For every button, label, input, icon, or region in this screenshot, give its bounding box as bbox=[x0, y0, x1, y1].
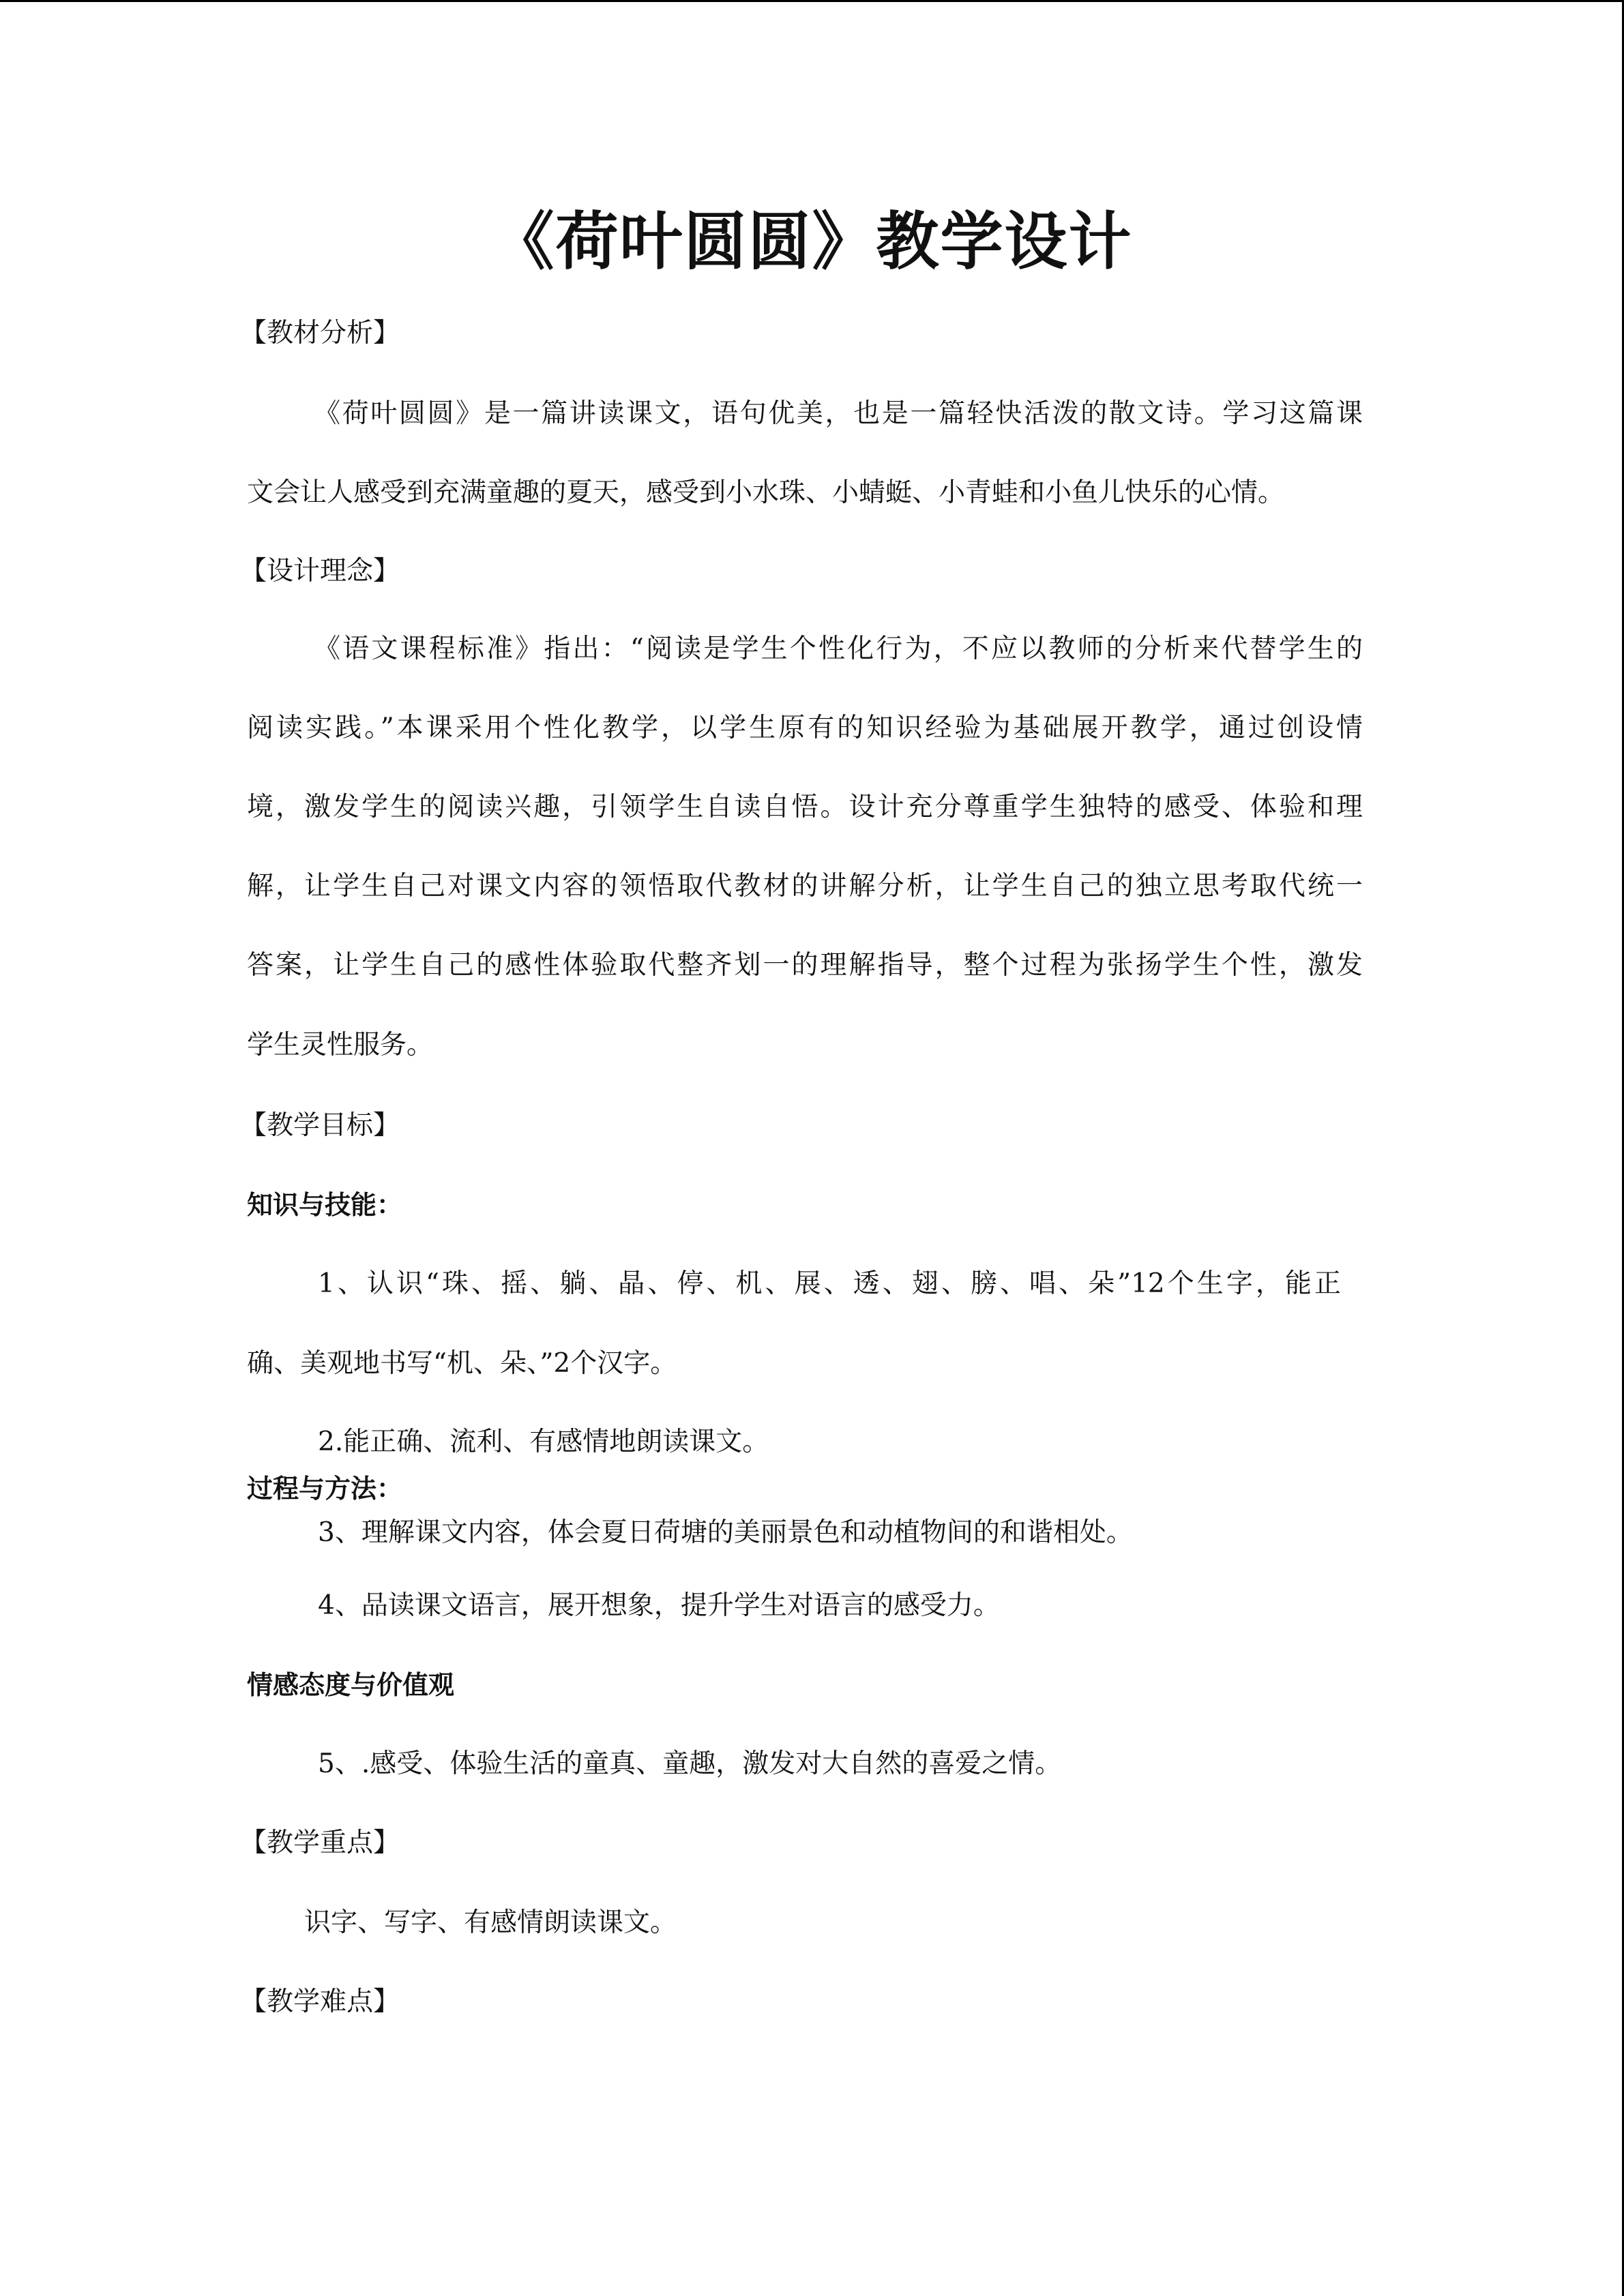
subheading-emotion: 情感态度与价值观 bbox=[247, 1670, 455, 1700]
section-heading-concept: 【设计理念】 bbox=[240, 556, 400, 586]
concept-line-1: 《语文课程标准》指出：“阅读是学生个性化行为，不应以教师的分析来代替学生的 bbox=[314, 633, 1363, 664]
goal-3: 3、理解课文内容，体会夏日荷塘的美丽景色和动植物间的和谐相处。 bbox=[318, 1517, 1133, 1548]
analysis-line-2: 文会让人感受到充满童趣的夏天，感受到小水珠、小蜻蜓、小青蛙和小鱼儿快乐的心情。 bbox=[247, 477, 1285, 508]
goal-5: 5、.感受、体验生活的童真、童趣，激发对大自然的喜爱之情。 bbox=[318, 1748, 1062, 1779]
concept-line-5: 答案，让学生自己的感性体验取代整齐划一的理解指导，整个过程为张扬学生个性，激发 bbox=[247, 950, 1363, 981]
page-border-top bbox=[0, 0, 1624, 2]
concept-line-4: 解，让学生自己对课文内容的领悟取代教材的讲解分析，让学生自己的独立思考取代统一 bbox=[247, 871, 1363, 901]
concept-line-3: 境，激发学生的阅读兴趣，引领学生自读自悟。设计充分尊重学生独特的感受、体验和理 bbox=[247, 792, 1363, 822]
section-heading-goals: 【教学目标】 bbox=[240, 1110, 400, 1141]
key-points-text: 识字、写字、有感情朗读课文。 bbox=[304, 1907, 677, 1938]
concept-line-2: 阅读实践。”本课采用个性化教学，以学生原有的知识经验为基础展开教学，通过创设情 bbox=[247, 713, 1363, 743]
goal-2: 2.能正确、流利、有感情地朗读课文。 bbox=[318, 1427, 769, 1457]
subheading-process: 过程与方法： bbox=[247, 1474, 403, 1504]
section-heading-analysis: 【教材分析】 bbox=[240, 318, 400, 348]
section-heading-difficulties: 【教学难点】 bbox=[240, 1986, 400, 2017]
subheading-knowledge: 知识与技能： bbox=[247, 1190, 403, 1220]
analysis-line-1: 《荷叶圆圆》是一篇讲读课文，语句优美，也是一篇轻快活泼的散文诗。学习这篇课 bbox=[314, 398, 1363, 429]
goal-1-line-1: 1、认识“珠、摇、躺、晶、停、机、展、透、翅、膀、唱、朵”12个生字，能正 bbox=[318, 1268, 1341, 1299]
concept-line-6: 学生灵性服务。 bbox=[247, 1030, 434, 1060]
section-heading-key-points: 【教学重点】 bbox=[240, 1828, 400, 1858]
goal-1-line-2: 确、美观地书写“机、朵、”2个汉字。 bbox=[247, 1348, 677, 1379]
goal-4: 4、品读课文语言，展开想象，提升学生对语言的感受力。 bbox=[318, 1590, 1000, 1621]
document-title: 《荷叶圆圆》教学设计 bbox=[491, 205, 1133, 278]
